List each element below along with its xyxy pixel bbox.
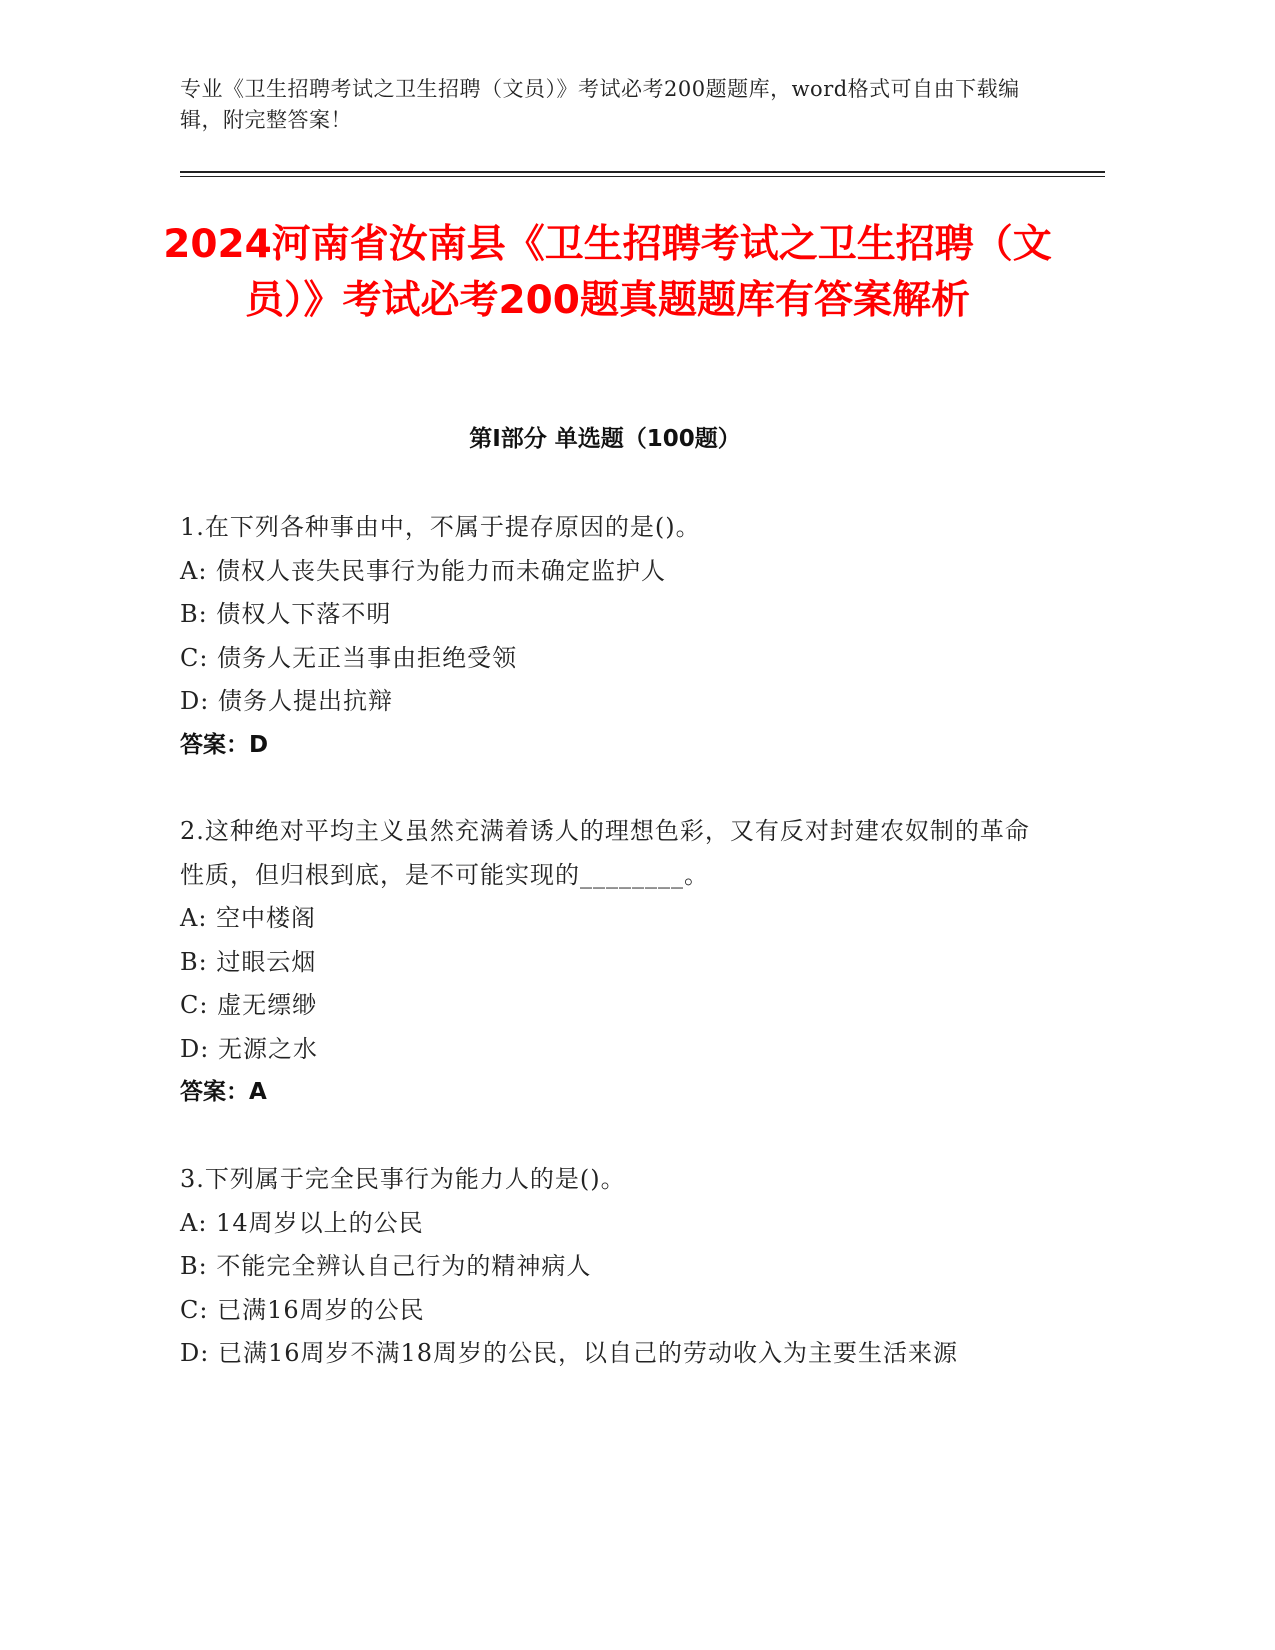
option-c: C: 虚无缥缈	[180, 991, 318, 1019]
question-stem: 3.下列属于完全民事行为能力人的是()。	[180, 1165, 626, 1193]
option-d: D: 已满16周岁不满18周岁的公民，以自己的劳动收入为主要生活来源	[180, 1339, 959, 1367]
question-2	[180, 810, 1040, 1115]
option-b: B: 债权人下落不明	[180, 600, 392, 628]
option-a: A: 空中楼阁	[180, 904, 317, 932]
header-divider-thin	[180, 176, 1105, 177]
question-3	[180, 1158, 1040, 1376]
document-title: 2024河南省汝南县《卫生招聘考试之卫生招聘（文员）》考试必考200题真题题库有答案解析	[163, 222, 1052, 323]
option-b: B: 过眼云烟	[180, 947, 317, 976]
page-header: 专业《卫生招聘考试之卫生招聘（文员）》考试必考200题题库，word格式可自由下载编辑，附完整答案！	[180, 77, 1020, 132]
option-d: D: 债务人提出抗辩	[180, 687, 393, 715]
option-d: D: 无源之水	[180, 1034, 318, 1063]
question-1	[180, 506, 1040, 767]
header-divider-thick	[180, 171, 1105, 173]
question-stem: 1.在下列各种事由中，不属于提存原因的是()。	[180, 513, 701, 541]
option-c: C: 已满16周岁的公民	[180, 1295, 425, 1324]
option-c: C: 债务人无正当事由拒绝受领	[180, 643, 518, 672]
option-b: B: 不能完全辨认自己行为的精神病人	[180, 1252, 592, 1280]
option-a: A: 债权人丧失民事行为能力而未确定监护人	[180, 556, 667, 585]
answer: 答案：A	[180, 1079, 267, 1105]
option-a: A: 14周岁以上的公民	[180, 1208, 424, 1237]
question-stem: 2.这种绝对平均主义虽然充满着诱人的理想色彩，又有反对封建农奴制的革命性质，但归根到底，是不可能实现的________。	[180, 817, 1030, 889]
section-title: 第I部分 单选题（100题）	[469, 426, 741, 452]
answer: 答案：D	[180, 731, 269, 758]
